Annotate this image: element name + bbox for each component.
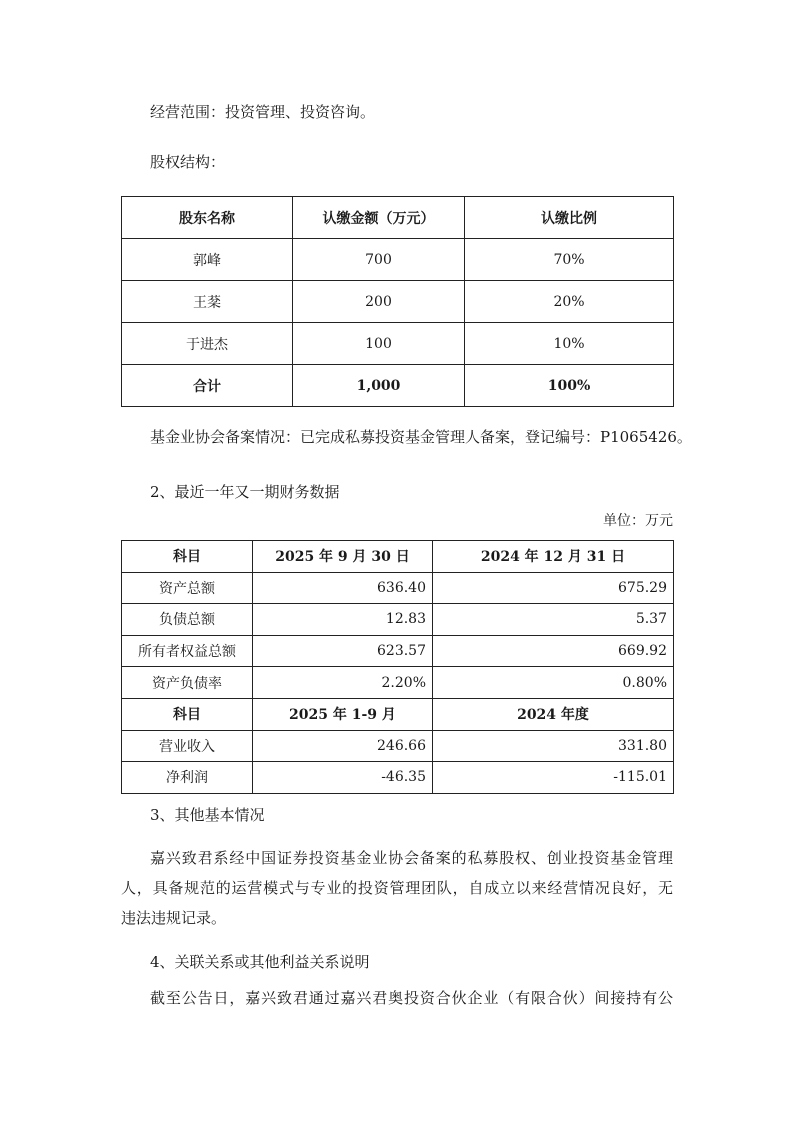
table-row <box>122 323 674 365</box>
cell: 700 <box>293 239 465 281</box>
cell: 10% <box>465 323 674 365</box>
cell: 200 <box>293 281 465 323</box>
table-row <box>122 762 674 794</box>
cell: 70% <box>465 239 674 281</box>
cell: -115.01 <box>433 762 674 794</box>
header-cell: 认缴金额（万元） <box>293 197 465 239</box>
cell: 0.80% <box>433 667 674 699</box>
cell: 246.66 <box>253 730 433 762</box>
cell: 于进杰 <box>122 323 293 365</box>
cell: 636.40 <box>253 572 433 604</box>
cell: 20% <box>465 281 674 323</box>
cell: -46.35 <box>253 762 433 794</box>
table-row <box>122 635 674 667</box>
table-row <box>122 281 674 323</box>
header-cell: 2025 年 1-9 月 <box>253 698 433 730</box>
unit-label: 单位：万元 <box>603 513 673 529</box>
section-3-title: 3、其他基本情况 <box>150 806 265 824</box>
paragraph-line: 人，具备规范的运营模式与专业的投资管理团队，自成立以来经营情况良好，无 <box>121 879 673 897</box>
table-header-row <box>122 698 674 730</box>
equity-structure-title: 股权结构： <box>150 153 226 171</box>
table-row <box>122 667 674 699</box>
table-row <box>122 604 674 636</box>
table-row <box>122 730 674 762</box>
table-row <box>122 572 674 604</box>
cell: 1,000 <box>293 365 465 407</box>
cell: 所有者权益总额 <box>122 635 253 667</box>
section-2-title: 2、最近一年又一期财务数据 <box>150 483 340 501</box>
table-header-row <box>122 197 674 239</box>
cell: 100% <box>465 365 674 407</box>
table-header-row <box>122 541 674 573</box>
cell: 营业收入 <box>122 730 253 762</box>
cell: 12.83 <box>253 604 433 636</box>
header-cell: 2025 年 9 月 30 日 <box>253 541 433 573</box>
paragraph-line: 嘉兴致君系经中国证券投资基金业协会备案的私募股权、创业投资基金管理 <box>150 849 673 867</box>
header-cell: 科目 <box>122 698 253 730</box>
cell: 郭峰 <box>122 239 293 281</box>
cell: 资产负债率 <box>122 667 253 699</box>
header-cell: 科目 <box>122 541 253 573</box>
cell: 资产总额 <box>122 572 253 604</box>
filing-status: 基金业协会备案情况：已完成私募投资基金管理人备案，登记编号：P1065426。 <box>150 428 692 446</box>
finance-table <box>121 540 674 794</box>
paragraph-line: 截至公告日，嘉兴致君通过嘉兴君奥投资合伙企业（有限合伙）间接持有公 <box>150 989 673 1007</box>
cell: 2.20% <box>253 667 433 699</box>
cell: 净利润 <box>122 762 253 794</box>
header-cell: 认缴比例 <box>465 197 674 239</box>
cell: 669.92 <box>433 635 674 667</box>
header-cell: 2024 年度 <box>433 698 674 730</box>
cell: 5.37 <box>433 604 674 636</box>
paragraph-line: 违法违规记录。 <box>121 909 227 927</box>
total-row <box>122 365 674 407</box>
cell: 331.80 <box>433 730 674 762</box>
cell: 100 <box>293 323 465 365</box>
cell: 负债总额 <box>122 604 253 636</box>
equity-table <box>121 196 674 407</box>
cell: 623.57 <box>253 635 433 667</box>
cell: 王棻 <box>122 281 293 323</box>
cell: 合计 <box>122 365 293 407</box>
cell: 675.29 <box>433 572 674 604</box>
section-4-title: 4、关联关系或其他利益关系说明 <box>150 953 370 971</box>
header-cell: 2024 年 12 月 31 日 <box>433 541 674 573</box>
table-row <box>122 239 674 281</box>
header-cell: 股东名称 <box>122 197 293 239</box>
business-scope: 经营范围：投资管理、投资咨询。 <box>150 103 376 121</box>
